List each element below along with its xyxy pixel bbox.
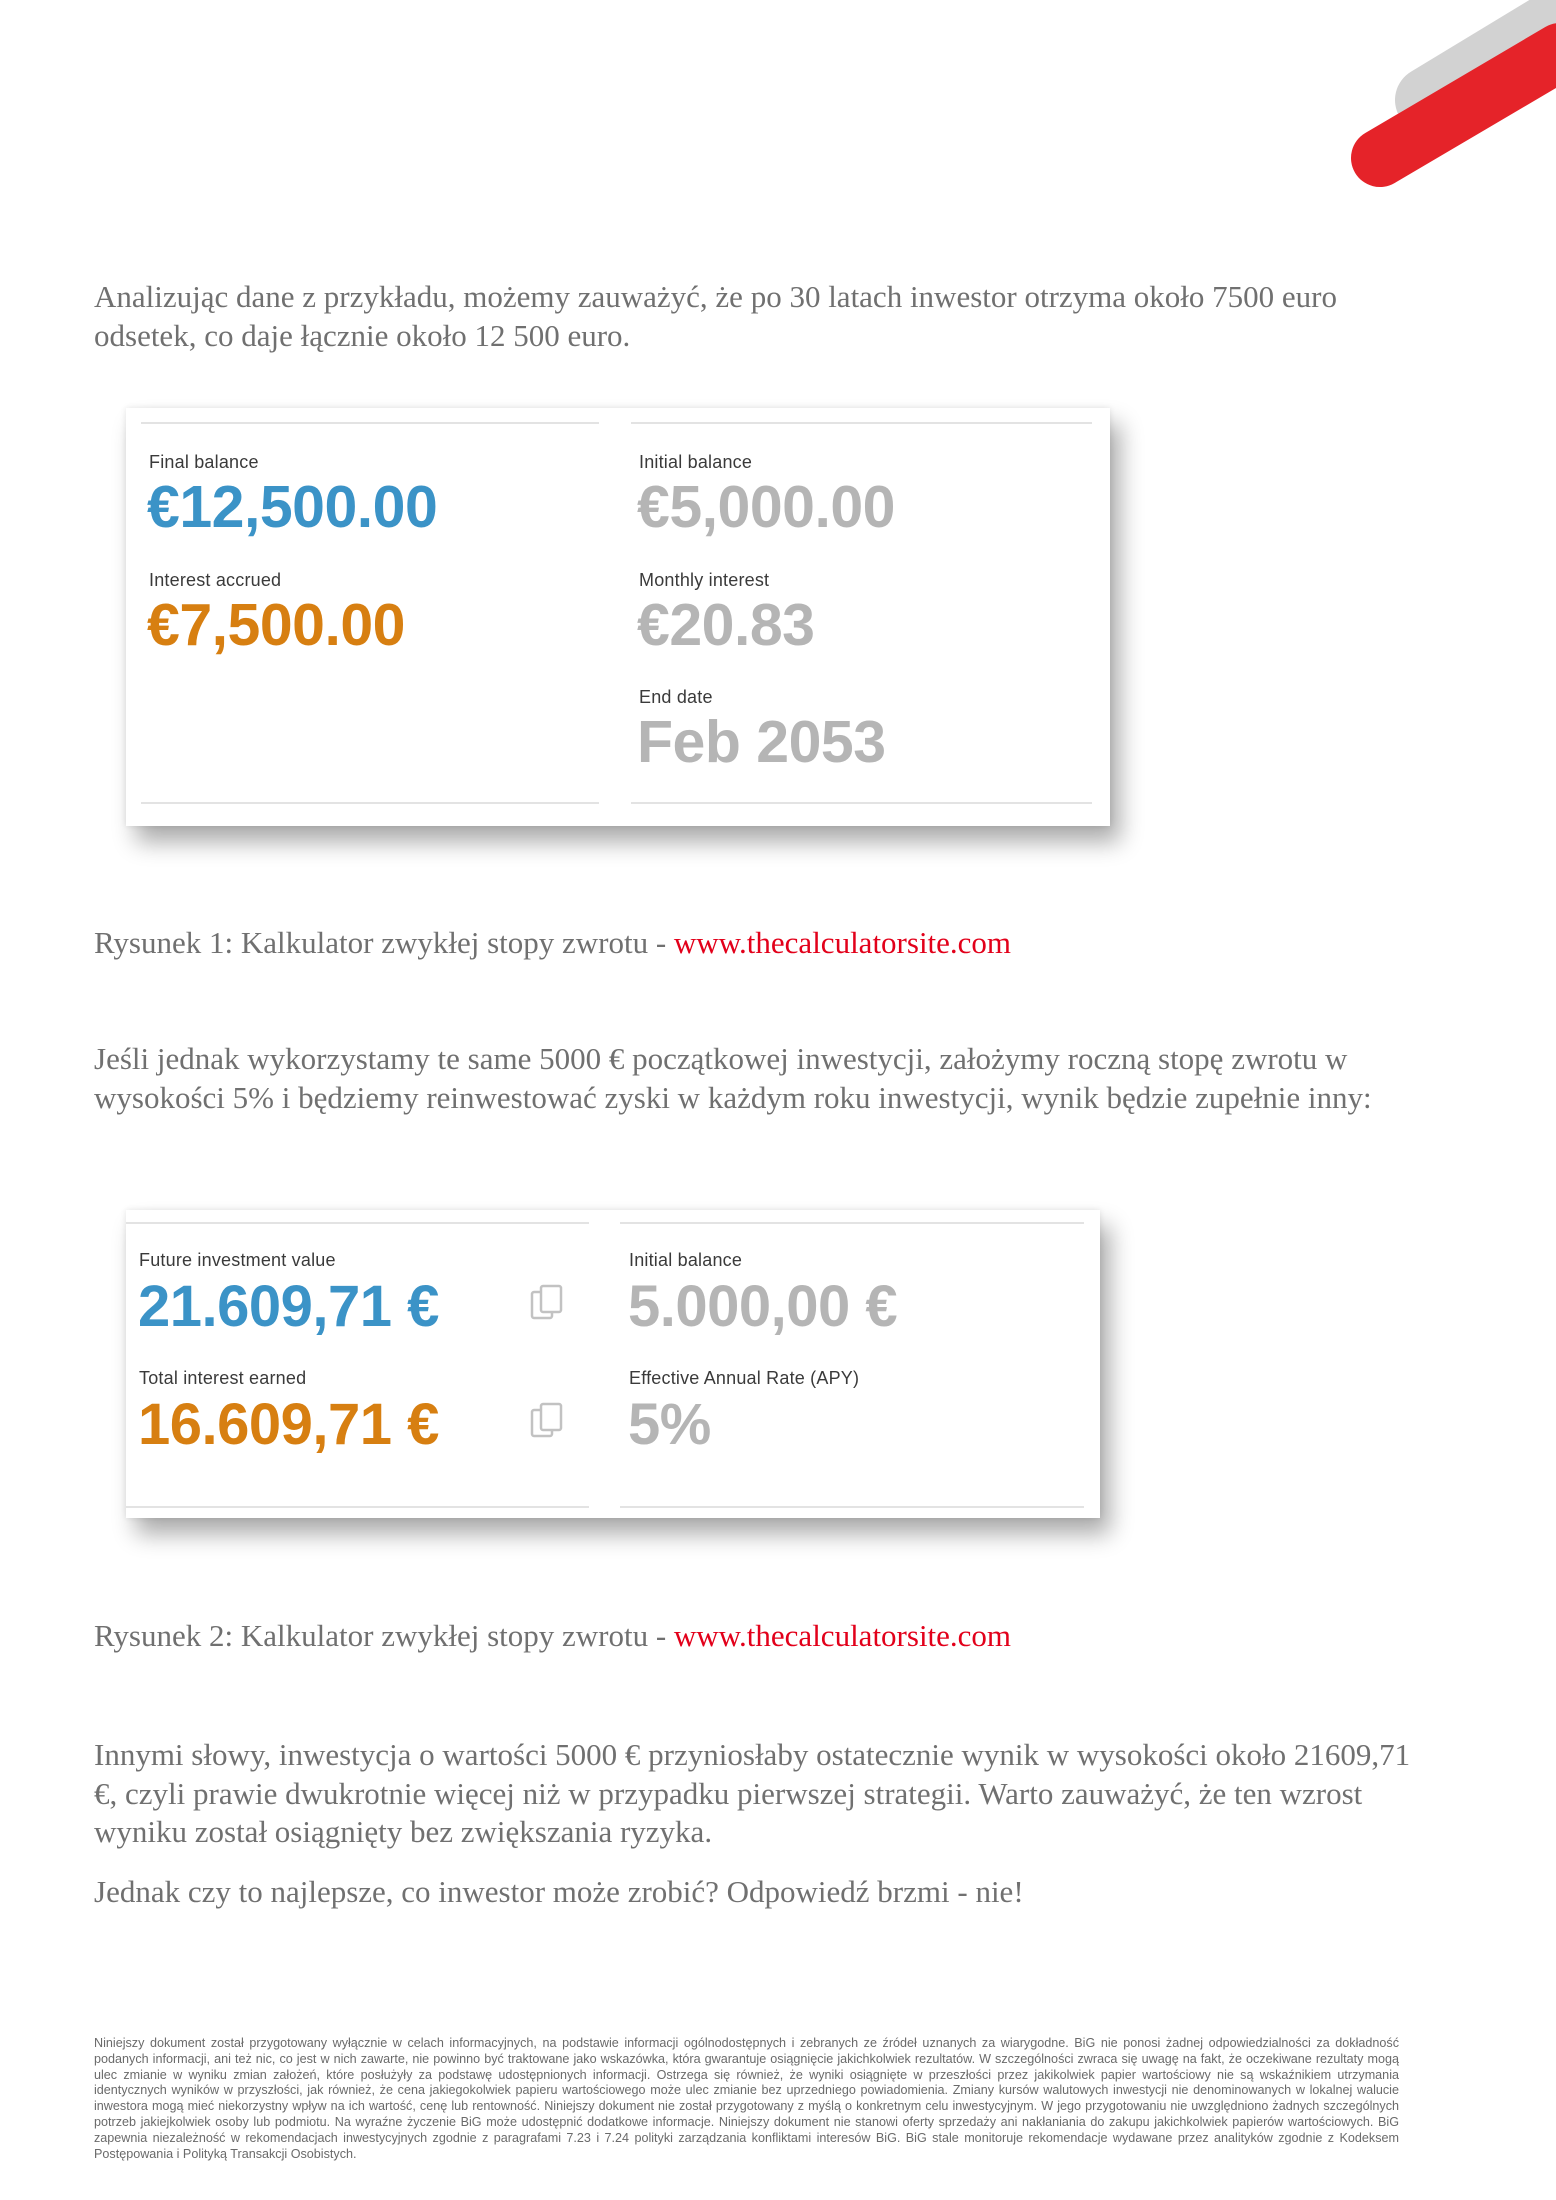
card2-bottom-rule-right [620, 1506, 1084, 1508]
intro-paragraph: Analizując dane z przykładu, możemy zauważyć, że po 30 latach inwestor otrzyma około 7500 euro odsetek, co daje łącznie około 12 500 euro. [94, 279, 1337, 353]
future-value-label: Future investment value [139, 1250, 336, 1270]
card-top-rule-left [141, 422, 599, 424]
card-bottom-rule-left [141, 802, 599, 804]
figure-2-caption-text: Rysunek 2: Kalkulator zwykłej stopy zwrotu - [94, 1618, 674, 1653]
legal-disclaimer: Niniejszy dokument został przygotowany wyłącznie w celach informacyjnych, na podstawie informacji ogólnodostępnych i zebranych ze źródeł uznanych za wiarygodne. BiG nie ponosi żadnej odpowiedzialności za dokładność podanych informacji, ani też nic, co jest w nich zawarte, nie powinno być traktowane jako wskazówka, która gwarantuje osiągnięcie jakichkolwiek rezultatów. W szczególności zwraca się uwagę na fakt, że oczekiwane rezultaty mogą ulec zmianie w wyniku zmian założeń, które posłużyły za podstawę udostępnionych informacji. Ostrzega się również, że wyniki osiągnięte w przeszłości przez jakikolwiek papier wartościowy nie są wskaźnikiem utrzymania identycznych wyników w przyszłości, jak również, że cena jakiegokolwiek papieru wartościowego może ulec zmianie bez uprzedniego powiadomienia. Zmiany kursów walutowych inwestycji nie denominowanych w lokalnej walucie inwestora mogą mieć niekorzystny wpływ na ich wartość, cenę lub rentowność. Niniejszy dokument nie został przygotowany z myślą o konkretnym celu inwestycyjnym. W jego przygotowaniu nie uwzględniono żadnych szczególnych potrzeb jakiejkolwiek osoby lub podmiotu. Na wyraźne życzenie BiG może udostępnić dodatkowe informacje. Niniejszy dokument nie stanowi oferty sprzedaży ani nakłaniania do zakupu jakichkolwiek papierów wartościowych. BiG zapewnia niezależność w rekomendacjach inwestycyjnych zgodnie z paragrafami 7.23 i 7.24 polityki zarządzania konfliktami interesów BiG. BiG stale monitoruje rekomendacje wydawane przez analityków zgodnie z Kodeksem Postępowania i Polityką Transakcji Osobistych. [94, 2036, 1399, 2161]
apy-label: Effective Annual Rate (APY) [629, 1368, 860, 1388]
figure-1-caption [94, 924, 1414, 962]
initial-balance-value-2: 5.000,00 € [628, 1274, 898, 1339]
calculator-result-card-1 [126, 408, 1110, 826]
brand-logo [1340, 0, 1556, 210]
initial-balance-label-2: Initial balance [629, 1250, 743, 1270]
calculator-result-card-2 [126, 1210, 1100, 1518]
end-date-label: End date [639, 687, 713, 707]
figure-2-source-link[interactable]: www.thecalculatorsite.com [673, 1618, 1012, 1653]
card2-top-rule-right [620, 1222, 1084, 1224]
final-balance-value: €12,500.00 [147, 474, 438, 540]
card-top-rule-right [631, 422, 1092, 424]
card-bottom-rule-right [631, 802, 1092, 804]
conclusion-paragraph: Jednak czy to najlepsze, co inwestor może zrobić? Odpowiedź brzmi - nie! [94, 1874, 1024, 1909]
initial-balance-label: Initial balance [639, 452, 753, 472]
future-value-value: 21.609,71 € [138, 1274, 439, 1339]
figure-2-caption [94, 1617, 1414, 1655]
monthly-interest-label: Monthly interest [639, 570, 770, 590]
monthly-interest-value: €20.83 [637, 592, 815, 658]
copy-icon[interactable] [530, 1284, 564, 1324]
total-interest-value: 16.609,71 € [138, 1392, 439, 1457]
card2-bottom-rule-left [126, 1506, 589, 1508]
interest-accrued-value: €7,500.00 [147, 592, 405, 658]
apy-value: 5% [628, 1392, 711, 1457]
end-date-value: Feb 2053 [637, 709, 886, 775]
copy-icon[interactable] [530, 1402, 564, 1442]
reinvestment-paragraph: Jeśli jednak wykorzystamy te same 5000 € początkowej inwestycji, założymy roczną stopę zwrotu w wysokości 5% i będziemy reinwestować zyski w każdym roku inwestycji, wynik będzie zupełnie inny: [94, 1041, 1372, 1115]
initial-balance-value: €5,000.00 [637, 474, 895, 540]
final-balance-label: Final balance [149, 452, 259, 472]
interest-accrued-label: Interest accrued [149, 570, 282, 590]
total-interest-label: Total interest earned [139, 1368, 307, 1388]
figure-1-caption-text: Rysunek 1: Kalkulator zwykłej stopy zwrotu - [94, 925, 674, 960]
comparison-paragraph: Innymi słowy, inwestycja o wartości 5000 € przyniosłaby ostatecznie wynik w wysokości około 21609,71 €, czyli prawie dwukrotnie więcej niż w przypadku pierwszej strategii. Warto zauważyć, że ten wzrost wyniku został osiągnięty bez zwiększania ryzyka. [94, 1737, 1411, 1849]
card2-top-rule-left [126, 1222, 589, 1224]
figure-1-source-link[interactable]: www.thecalculatorsite.com [673, 925, 1012, 960]
